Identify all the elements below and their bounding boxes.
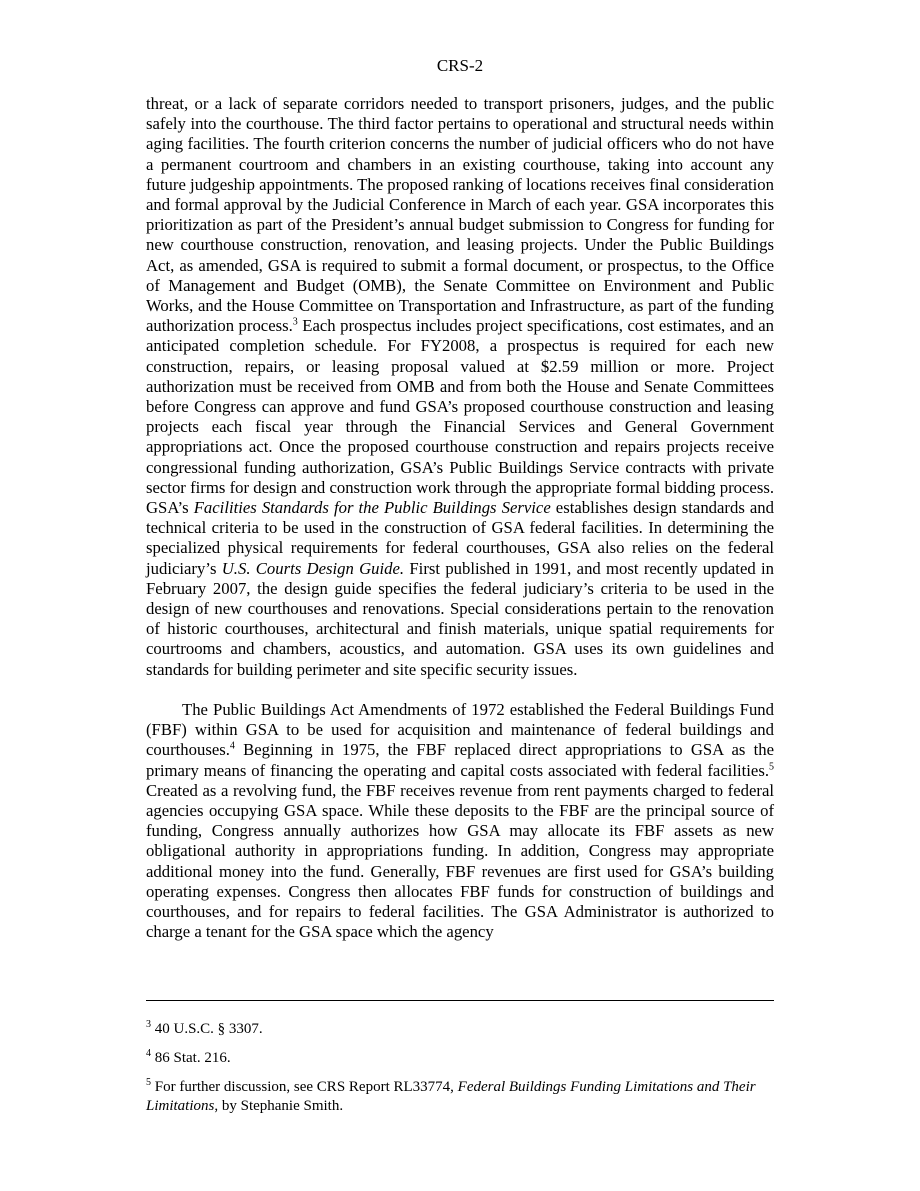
paragraph-text: The Public Buildings Act Amendments of 1972 established the Federal Buildings Fund (FBF) within GSA to be used for acquisition and maintenance of federal buildings and courthouses. xyxy=(146,699,774,760)
footnote-ref-5[interactable]: 5 xyxy=(769,760,774,772)
footnote-number: 5 xyxy=(146,1077,151,1088)
footnote-4 xyxy=(146,1049,774,1068)
footnote-3 xyxy=(146,1020,774,1039)
footnote-text: 86 Stat. 216. xyxy=(151,1050,231,1066)
footnote-ref-3[interactable]: 3 xyxy=(292,316,298,328)
page-number-header: CRS-2 xyxy=(436,56,484,75)
paragraph-text: Created as a revolving fund, the FBF receives revenue from rent payments charged to federal agencies occupying GSA space. While these deposits to the FBF are the principal source of funding, Congress annually authorizes how GSA may allocate its FBF assets as new obligational authority in appropriations funding. In addition, Congress may appropriate additional money into the fund. Generally, FBF revenues are first used for GSA’s building operating expenses. Congress then allocates FBF funds for construction of buildings and courthouses, and for repairs to federal facilities. The GSA Administrator is authorized to charge a tenant for the GSA space which the agency xyxy=(146,780,774,942)
paragraph-text: threat, or a lack of separate corridors needed to transport prisoners, judges, and the public safely into the courthouse. The third factor pertains to operational and structural needs within aging facilities. The fourth criterion concerns the number of judicial officers who do not have a permanent courtroom and chambers in an existing courthouse, taking into account any future judgeship appointments. The proposed ranking of locations receives final consideration and formal approval by the Judicial Conference in March of each year. GSA incorporates this prioritization as part of the President’s annual budget submission to Congress for funding for new courthouse construction, renovation, and leasing projects. Under the Public Buildings Act, as amended, GSA is required to submit a formal document, or prospectus, to the Office of Management and Budget (OMB), the Senate Committee on Environment and Public Works, and the House Committee on Transportation and Infrastructure, as part of the funding authorization process. xyxy=(146,94,774,336)
paragraph-courthouse-funding-process xyxy=(146,94,774,680)
footnote-number: 4 xyxy=(146,1048,151,1059)
footnote-text: 40 U.S.C. § 3307. xyxy=(151,1021,263,1037)
paragraph-text: First published in 1991, and most recently updated in February 2007, the design guide specifies the federal judiciary’s criteria to be used in the design of new courthouses and renovations. Special considerations pertain to the renovation of historic courthouses, architectural and finish materials, unique spatial requirements for courtrooms and chambers, acoustics, and automation. GSA uses its own guidelines and standards for building perimeter and site specific security issues. xyxy=(146,558,774,679)
footnote-divider xyxy=(146,1000,774,1001)
footnote-5 xyxy=(146,1078,774,1116)
footnote-text: , by Stephanie Smith. xyxy=(214,1098,344,1114)
footnote-number: 3 xyxy=(146,1019,151,1030)
main-body-text xyxy=(146,94,774,942)
paragraph-federal-buildings-fund xyxy=(146,700,774,942)
paragraph-text: establishes design standards and technical criteria to be used in the construction of GSA federal facilities. In determining the specialized physical requirements for federal courthouses, GSA also relies on the federal judiciary’s xyxy=(146,498,774,578)
paragraph-text: Each prospectus includes project specifications, cost estimates, and an anticipated completion schedule. For FY2008, a prospectus is required for each new construction, repairs, or leasing proposal valued at $2.59 million or more. Project authorization must be received from OMB and from both the House and Senate Committees before Congress can approve and fund GSA’s proposed courthouse construction and leasing projects each fiscal year through the Financial Services and General Government appropriations act. Once the proposed courthouse construction and repairs projects receive congressional funding authorization, GSA’s Public Buildings Service contracts with private sector firms for design and construction work through the appropriate formal bidding process. GSA’s xyxy=(146,316,774,518)
italic-title-facilities-standards: Facilities Standards for the Public Buildings Service xyxy=(193,498,551,518)
footnotes-section xyxy=(146,1020,774,1126)
italic-title-courts-design-guide: U.S. Courts Design Guide. xyxy=(221,558,405,578)
italic-report-title: Federal Buildings Funding Limitations and Their Limitations xyxy=(146,1079,756,1114)
footnote-text: For further discussion, see CRS Report RL33774, xyxy=(151,1079,458,1095)
footnote-ref-4[interactable]: 4 xyxy=(229,740,235,752)
paragraph-text: Beginning in 1975, the FBF replaced direct appropriations to GSA as the primary means of financing the operating and capital costs associated with federal facilities. xyxy=(146,740,774,780)
